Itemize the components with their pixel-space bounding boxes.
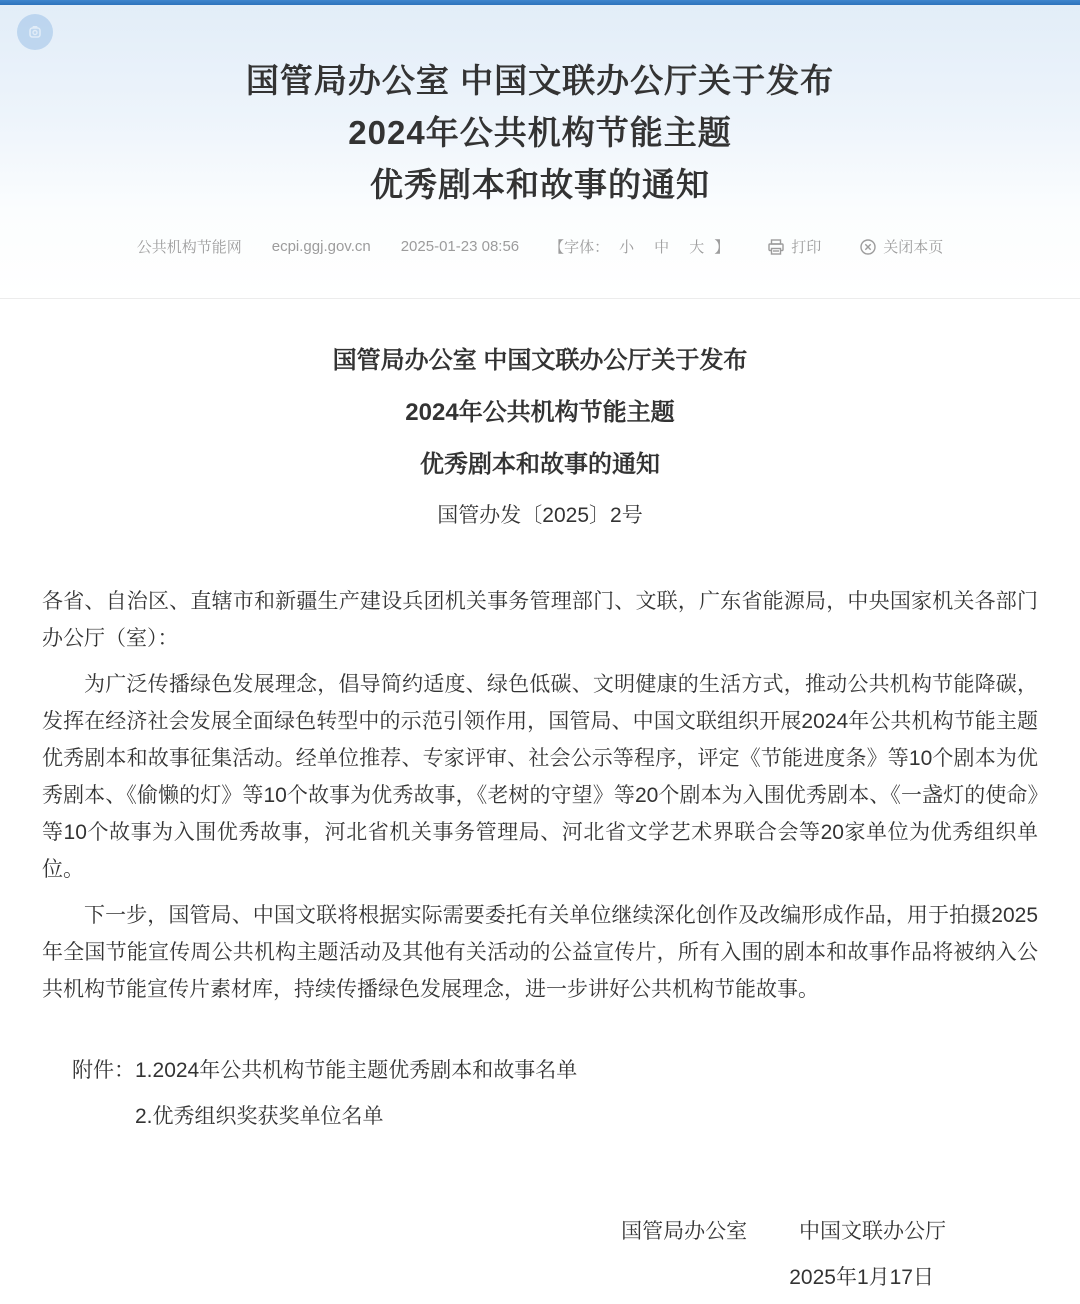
- attachments-block: [72, 1048, 1038, 1140]
- page-header: [0, 5, 1080, 299]
- signature-organizations: [42, 1212, 1038, 1252]
- document-title-line-1: 国管局办公室 中国文联办公厅关于发布: [332, 347, 748, 374]
- document-title-line-2: 2024年公共机构节能主题: [405, 399, 675, 426]
- page-title-line-3: 优秀剧本和故事的通知: [370, 166, 710, 203]
- source-site-url: ecpi.ggj.gov.cn: [271, 238, 371, 255]
- document-paragraphs: [42, 583, 1038, 1008]
- attachments-list: [135, 1048, 577, 1140]
- print-button[interactable]: [767, 236, 821, 257]
- font-size-medium-button[interactable]: 中: [654, 239, 670, 256]
- source-site-name: 公共机构节能网: [136, 239, 242, 256]
- font-size-label-open: 【字体：: [549, 239, 610, 256]
- close-page-button[interactable]: [859, 236, 943, 257]
- attachment-item-1: 1.2024年公共机构节能主题优秀剧本和故事名单: [135, 1059, 578, 1082]
- signature-org-2: 中国文联办公厅: [799, 1220, 946, 1243]
- attachment-item-2: 2.优秀组织奖获奖单位名单: [135, 1105, 384, 1128]
- page-title: [0, 5, 1080, 211]
- font-size-control: [549, 236, 729, 257]
- print-button-label: 打印: [791, 239, 822, 256]
- font-size-label-close: 】: [714, 239, 730, 256]
- signature-date: 2025年1月17日: [789, 1266, 934, 1289]
- page-title-line-1: 国管局办公室 中国文联办公厅关于发布: [245, 62, 835, 99]
- salutation-paragraph: 各省、自治区、直辖市和新疆生产建设兵团机关事务管理部门、文联，广东省能源局，中央国家机关各部门办公厅（室）：: [42, 590, 1038, 650]
- signature-block: [42, 1212, 1038, 1298]
- close-page-button-label: 关闭本页: [883, 239, 944, 256]
- font-size-large-button[interactable]: 大: [689, 239, 705, 256]
- article-body: [0, 335, 1080, 1298]
- document-number: 国管办发〔2025〕2号: [437, 504, 643, 527]
- body-paragraph-2: 下一步，国管局、中国文联将根据实际需要委托有关单位继续深化创作及改编形成作品，用于拍摄2025年全国节能宣传周公共机构主题活动及其他有关活动的公益宣传片，所有入围的剧本和故事作品将被纳入公共机构节能宣传片素材库，持续传播绿色发展理念，进一步讲好公共机构节能故事。: [42, 904, 1038, 1001]
- page-title-line-2: 2024年公共机构节能主题: [348, 114, 732, 151]
- publish-datetime: 2025-01-23 08:56: [400, 238, 520, 255]
- body-paragraph-1: 为广泛传播绿色发展理念，倡导简约适度、绿色低碳、文明健康的生活方式，推动公共机构节能降碳，发挥在经济社会发展全面绿色转型中的示范引领作用，国管局、中国文联组织开展2024年公共机构节能主题优秀剧本和故事征集活动。经单位推荐、专家评审、社会公示等程序，评定《节能进度条》等10个剧本为优秀剧本、《偷懒的灯》等10个故事为优秀故事，《老树的守望》等20个剧本为入围优秀剧本、《一盏灯的使命》等10个故事为入围优秀故事，河北省机关事务管理局、河北省文学艺术界联合会等20家单位为优秀组织单位。: [42, 673, 1038, 881]
- watermark-badge-icon: [17, 14, 53, 50]
- article-meta-bar: [0, 236, 1080, 257]
- document-title-line-3: 优秀剧本和故事的通知: [420, 451, 660, 478]
- signature-org-1: 国管局办公室: [621, 1220, 748, 1243]
- document-title: [42, 335, 1038, 491]
- attachments-label: 附件：: [72, 1059, 135, 1082]
- font-size-small-button[interactable]: 小: [619, 239, 635, 256]
- close-circle-icon: [859, 238, 877, 256]
- printer-icon: [767, 238, 785, 256]
